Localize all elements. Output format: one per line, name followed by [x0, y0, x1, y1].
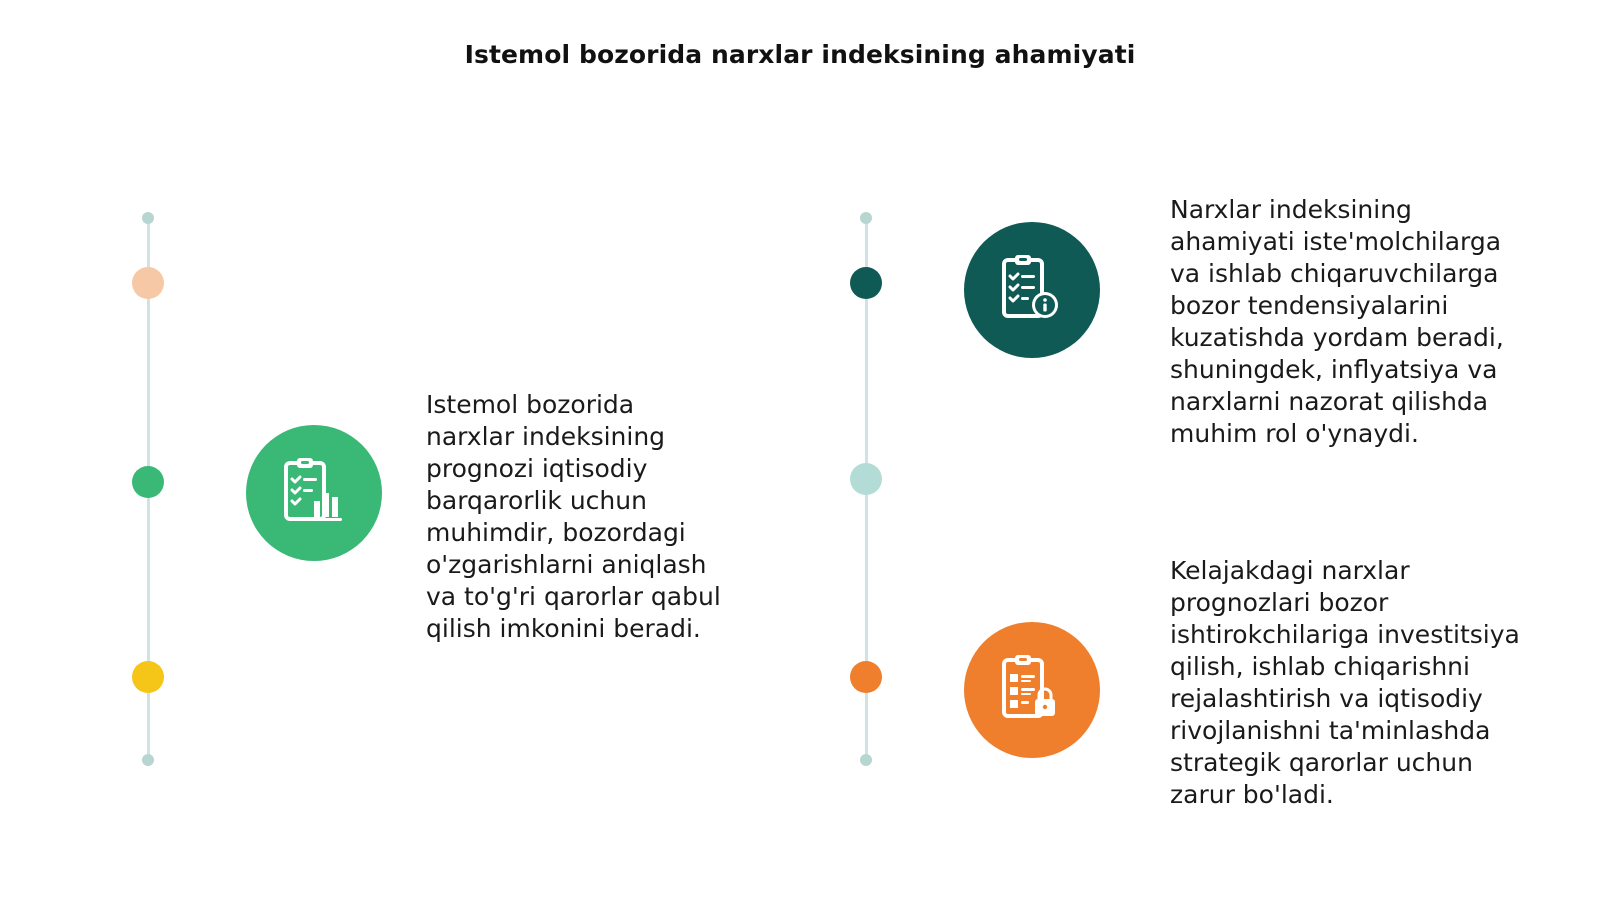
clipboard-lock-glyph	[992, 650, 1072, 730]
timeline-end-dot	[142, 212, 154, 224]
timeline-end-dot	[142, 754, 154, 766]
timeline-right	[846, 212, 886, 772]
timeline-node-teal-light	[850, 463, 882, 495]
timeline-node-teal-dark	[850, 267, 882, 299]
page-title: Istemol bozorida narxlar indeksining ahamiyati	[464, 40, 1136, 69]
timeline-node-orange	[850, 661, 882, 693]
item-1-text: Istemol bozorida narxlar indeksining prognozi iqtisodiy barqarorlik uchun muhimdir, bozordagi o'zgarishlarni aniqlash va to'g'ri qarorlar qabul qilish imkonini beradi.	[426, 390, 721, 643]
clipboard-info-icon	[964, 222, 1100, 358]
timeline-node-yellow	[132, 661, 164, 693]
timeline-node-green	[132, 466, 164, 498]
item-3-text: Kelajakdagi narxlar prognozlari bozor ishtirokchilariga investitsiya qilish, ishlab chiqarishni rejalashtirish va iqtisodiy rivojlanishni ta'minlashda strategik qarorlar uchun zarur bo'ladi.	[1170, 556, 1520, 809]
timeline-end-dot	[860, 212, 872, 224]
clipboard-chart-icon	[246, 425, 382, 561]
clipboard-info-glyph	[992, 250, 1072, 330]
clipboard-chart-glyph	[274, 453, 354, 533]
timeline-left	[128, 212, 168, 772]
item-2-text: Narxlar indeksining ahamiyati iste'molchilarga va ishlab chiqaruvchilarga bozor tendensiyalarini kuzatishda yordam beradi, shuningdek, inflyatsiya va narxlarni nazorat qilishda muhim rol o'ynaydi.	[1170, 195, 1504, 448]
clipboard-lock-icon	[964, 622, 1100, 758]
timeline-end-dot	[860, 754, 872, 766]
timeline-node-peach	[132, 267, 164, 299]
